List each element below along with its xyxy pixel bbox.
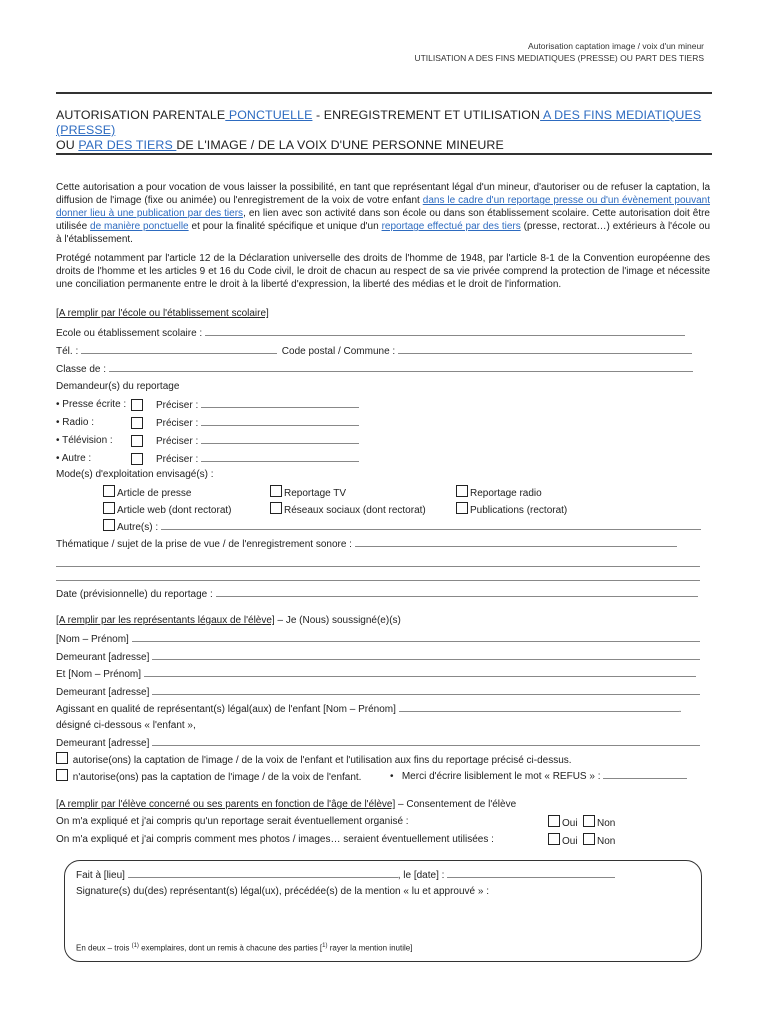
specify-field[interactable]: [201, 452, 359, 462]
theme-line-2[interactable]: [56, 566, 700, 567]
mode-other-field[interactable]: [161, 520, 701, 530]
intro-p1g: (presse, rectorat…) extérieurs à l'école ou à l'établissement.: [56, 221, 710, 245]
date-sign-label: , le [date] :: [397, 870, 445, 881]
q2-no-checkbox[interactable]: [583, 833, 595, 845]
date-label: Date (prévisionnelle) du reportage :: [56, 589, 213, 600]
mode-other-checkbox[interactable]: [103, 519, 115, 531]
copies-footnote: [76, 940, 412, 955]
title-part-7: DE L'IMAGE / DE LA VOIX D'UNE PERSONNE MINEURE: [176, 138, 504, 152]
student-heading-tail: – Consentement de l'élève: [395, 799, 517, 810]
requester-radio-specify: [156, 416, 359, 430]
requester-tv-row: • Télévision :: [56, 435, 113, 446]
class-label: Classe de :: [56, 364, 107, 375]
theme-line-3[interactable]: [56, 580, 700, 581]
requester-radio-label: Radio :: [62, 417, 94, 428]
parents-section-heading: [A remplir par les représentants légaux de l'élève]: [56, 615, 275, 626]
student-q2: On m'a expliqué et j'ai compris comment mes photos / images… seraient éventuellement utilisées :: [56, 834, 494, 845]
mode-web-checkbox[interactable]: [103, 502, 115, 514]
footnote-sup-1: (1): [131, 943, 139, 949]
parent1-name-label: [Nom – Prénom]: [56, 634, 129, 645]
requester-press-label: Presse écrite :: [62, 399, 127, 410]
intro-p1e: et pour la finalité spécifique et unique d'un: [188, 221, 382, 232]
parent1-name-field[interactable]: [132, 632, 700, 642]
intro-p1f: reportage effectué par des tiers: [381, 221, 521, 232]
title-part-5: OU: [56, 138, 79, 152]
footnote-part-c: rayer la mention inutile]: [327, 943, 413, 953]
intro-p1c: , en lien avec son activité dans son école ou dans son établissement scolaire. Cette autorisation doit être utilisée: [56, 208, 710, 232]
q2-no-label: Non: [597, 836, 616, 847]
acting-field[interactable]: [399, 702, 679, 712]
parent1-name-row: [56, 632, 700, 646]
intro-paragraph-1: [56, 181, 710, 246]
parents-heading-row: [56, 614, 401, 627]
mode-web-label: Article web (dont rectorat): [117, 505, 232, 516]
child-address-field[interactable]: [152, 736, 700, 746]
mode-tv-checkbox[interactable]: [270, 485, 282, 497]
requester-tv-specify: [156, 434, 359, 448]
q1-yes-checkbox[interactable]: [548, 815, 560, 827]
class-field[interactable]: [109, 362, 693, 372]
specify-field[interactable]: [201, 434, 359, 444]
doc-header: [414, 40, 704, 64]
refuse-field[interactable]: [603, 769, 687, 779]
refuse-note-row: • Merci d'écrire lisiblement le mot « REFUS » :: [390, 769, 687, 783]
requester-press-specify: [156, 398, 359, 412]
theme-row: [56, 537, 677, 551]
mode-social-label: Réseaux sociaux (dont rectorat): [284, 505, 426, 516]
parent1-address-label: Demeurant [adresse]: [56, 652, 150, 663]
student-heading-row: [56, 798, 516, 811]
parent2-address-label: Demeurant [adresse]: [56, 687, 150, 698]
title-part-6: PAR DES TIERS: [78, 138, 177, 152]
child-address-label: Demeurant [adresse]: [56, 738, 150, 749]
parent2-address-row: [56, 685, 700, 699]
requester-tv-label: Télévision :: [62, 435, 113, 446]
mode-tv-label: Reportage TV: [284, 488, 347, 499]
date-row: [56, 587, 698, 601]
postal-field[interactable]: [398, 344, 692, 354]
parent2-address-field[interactable]: [152, 685, 700, 695]
school-section-heading: [A remplir par l'école ou l'établissement scolaire]: [56, 308, 269, 319]
mode-publications[interactable]: [456, 502, 567, 517]
footnote-part-b: exemplaires, dont un remis à chacune des parties [: [138, 943, 323, 953]
requester-other-label: Autre :: [61, 453, 92, 464]
q1-yes-label: Oui: [562, 818, 578, 829]
title-part-1: AUTORISATION PARENTALE: [56, 108, 226, 122]
acting-row: Agissant en qualité de représentant(s) légal(aux) de l'enfant [Nom – Prénom] .: [56, 704, 682, 715]
tel-row: [56, 344, 692, 358]
title-part-3: - ENREGISTREMENT ET UTILISATION: [312, 108, 541, 122]
theme-label: Thématique / sujet de la prise de vue / de l'enregistrement sonore :: [56, 539, 352, 550]
mode-social[interactable]: [270, 502, 426, 517]
mode-other-label: Autre(s) :: [117, 522, 159, 533]
q2-yes-label: Oui: [562, 836, 578, 847]
mode-article-checkbox[interactable]: [103, 485, 115, 497]
title-part-4: A DES FINS MEDIATIQUES (PRESSE): [56, 108, 702, 137]
requester-label: Demandeur(s) du reportage: [56, 381, 180, 392]
refuse-note: Merci d'écrire lisiblement le mot « REFUS » :: [401, 771, 601, 782]
requester-press-checkbox[interactable]: [131, 399, 143, 411]
mode-social-checkbox[interactable]: [270, 502, 282, 514]
authorize-row[interactable]: [56, 752, 572, 767]
parent2-name-row: [56, 667, 696, 681]
tel-label: Tél. :: [56, 346, 79, 357]
child-address-row: [56, 736, 700, 750]
mode-article[interactable]: [103, 485, 191, 500]
q1-no-checkbox[interactable]: [583, 815, 595, 827]
mode-radio[interactable]: [456, 485, 542, 500]
school-name-field[interactable]: [205, 326, 685, 336]
mode-article-label: Article de presse: [117, 488, 192, 499]
modes-label: Mode(s) d'exploitation envisagé(s) :: [56, 469, 214, 480]
mode-web[interactable]: [103, 502, 232, 517]
tel-field[interactable]: [81, 344, 277, 354]
specify-label: Préciser :: [156, 454, 199, 465]
acting-label: Agissant en qualité de représentant(s) légal(aux) de l'enfant [Nom – Prénom]: [56, 704, 396, 715]
title-part-2: PONCTUELLE: [225, 108, 313, 122]
title-rule: [56, 153, 712, 155]
header-line-1: Autorisation captation image / voix d'un mineur: [528, 41, 704, 51]
date-field[interactable]: [216, 587, 698, 597]
intro-p1d: de manière ponctuelle: [90, 221, 189, 232]
refuse-row[interactable]: [56, 769, 361, 784]
specify-label: Préciser :: [156, 418, 199, 429]
specify-field[interactable]: [201, 416, 359, 426]
requester-press-row: • Presse écrite :: [56, 399, 127, 410]
requester-tv-checkbox[interactable]: [131, 435, 143, 447]
authorize-checkbox[interactable]: [56, 752, 68, 764]
intro-p1b: dans le cadre d'un reportage presse ou d'un évènement pouvant donner lieu à une publication par des tiers: [56, 195, 710, 219]
signature-label: Signature(s) du(des) représentant(s) légal(ux), précédée(s) de la mention « lu et approuvé » :: [76, 886, 489, 897]
refuse-label: n'autorise(ons) pas la captation de l'image / de la voix de l'enfant.: [72, 772, 362, 783]
requester-radio-row: • Radio :: [56, 417, 94, 428]
authorize-label: autorise(ons) la captation de l'image / de la voix de l'enfant et l'utilisation aux fins du reportage précisé ci-dessus.: [72, 755, 572, 766]
requester-other-row: • Autre :: [56, 453, 92, 464]
specify-label: Préciser :: [156, 436, 199, 447]
q1-no[interactable]: [583, 815, 615, 830]
postal-label: Code postal / Commune :: [281, 346, 396, 357]
requester-radio-checkbox[interactable]: [131, 417, 143, 429]
theme-field[interactable]: [355, 537, 677, 547]
header-line-2: UTILISATION A DES FINS MEDIATIQUES (PRESSE) OU PART DES TIERS: [414, 53, 704, 63]
date-sign-field[interactable]: [447, 868, 615, 878]
requester-other-checkbox[interactable]: [131, 453, 143, 465]
parent2-name-field[interactable]: [144, 667, 696, 677]
mode-tv[interactable]: [270, 485, 346, 500]
class-row: [56, 362, 693, 376]
designated-text: désigné ci-dessous « l'enfant »,: [56, 720, 196, 731]
intro-p1a: Cette autorisation a pour vocation de vous laisser la possibilité, en tant que représentant légal d'un mineur, d'autoriser ou de refuser la captation, la diffusion de l'image (fixe ou animée) ou l'enregistrement de la voix de votre enfant: [56, 182, 710, 206]
q2-yes[interactable]: [548, 833, 578, 848]
refuse-checkbox[interactable]: [56, 769, 68, 781]
place-label: Fait à [lieu]: [76, 870, 125, 881]
place-date-row: [76, 868, 615, 882]
q2-yes-checkbox[interactable]: [548, 833, 560, 845]
q1-no-label: Non: [597, 818, 616, 829]
student-q1: On m'a expliqué et j'ai compris qu'un reportage serait éventuellement organisé :: [56, 816, 409, 827]
intro-paragraph-2: Protégé notamment par l'article 12 de la Déclaration universelle des droits de l'homme de 1948, par l'article 8-1 de la Convention européenne des droits de l'homme et les articles 9 et 16 du Code civil, le droit de chacun au respect de sa vie privée comprend la protection de l'image et nécessite une conciliation permanente entre le droit à la liberté d'expression, la liberté des médias et le droit de l'information.: [56, 253, 710, 290]
mode-radio-checkbox[interactable]: [456, 485, 468, 497]
q2-no[interactable]: [583, 833, 615, 848]
mode-publications-label: Publications (rectorat): [470, 505, 568, 516]
mode-publications-checkbox[interactable]: [456, 502, 468, 514]
mode-radio-label: Reportage radio: [470, 488, 542, 499]
parent1-address-row: [56, 650, 700, 664]
page-title: [56, 108, 726, 153]
parent2-name-label: Et [Nom – Prénom]: [56, 669, 142, 680]
parents-heading-tail: – Je (Nous) soussigné(e)(s): [274, 615, 401, 626]
place-field[interactable]: [128, 868, 398, 878]
top-rule: [56, 92, 712, 94]
student-section-heading: [A remplir par l'élève concerné ou ses parents en fonction de l'âge de l'élève]: [56, 799, 396, 810]
footnote-part-a: En deux – trois: [76, 943, 132, 953]
requester-other-specify: [156, 452, 359, 466]
school-name-row: [56, 326, 685, 340]
footnote-sup-2: 1): [322, 943, 328, 949]
specify-label: Préciser :: [156, 400, 199, 411]
parent1-address-field[interactable]: [152, 650, 700, 660]
school-name-label: Ecole ou établissement scolaire :: [56, 328, 203, 339]
mode-other[interactable]: [103, 519, 701, 534]
q1-yes[interactable]: [548, 815, 578, 830]
specify-field[interactable]: [201, 398, 359, 408]
